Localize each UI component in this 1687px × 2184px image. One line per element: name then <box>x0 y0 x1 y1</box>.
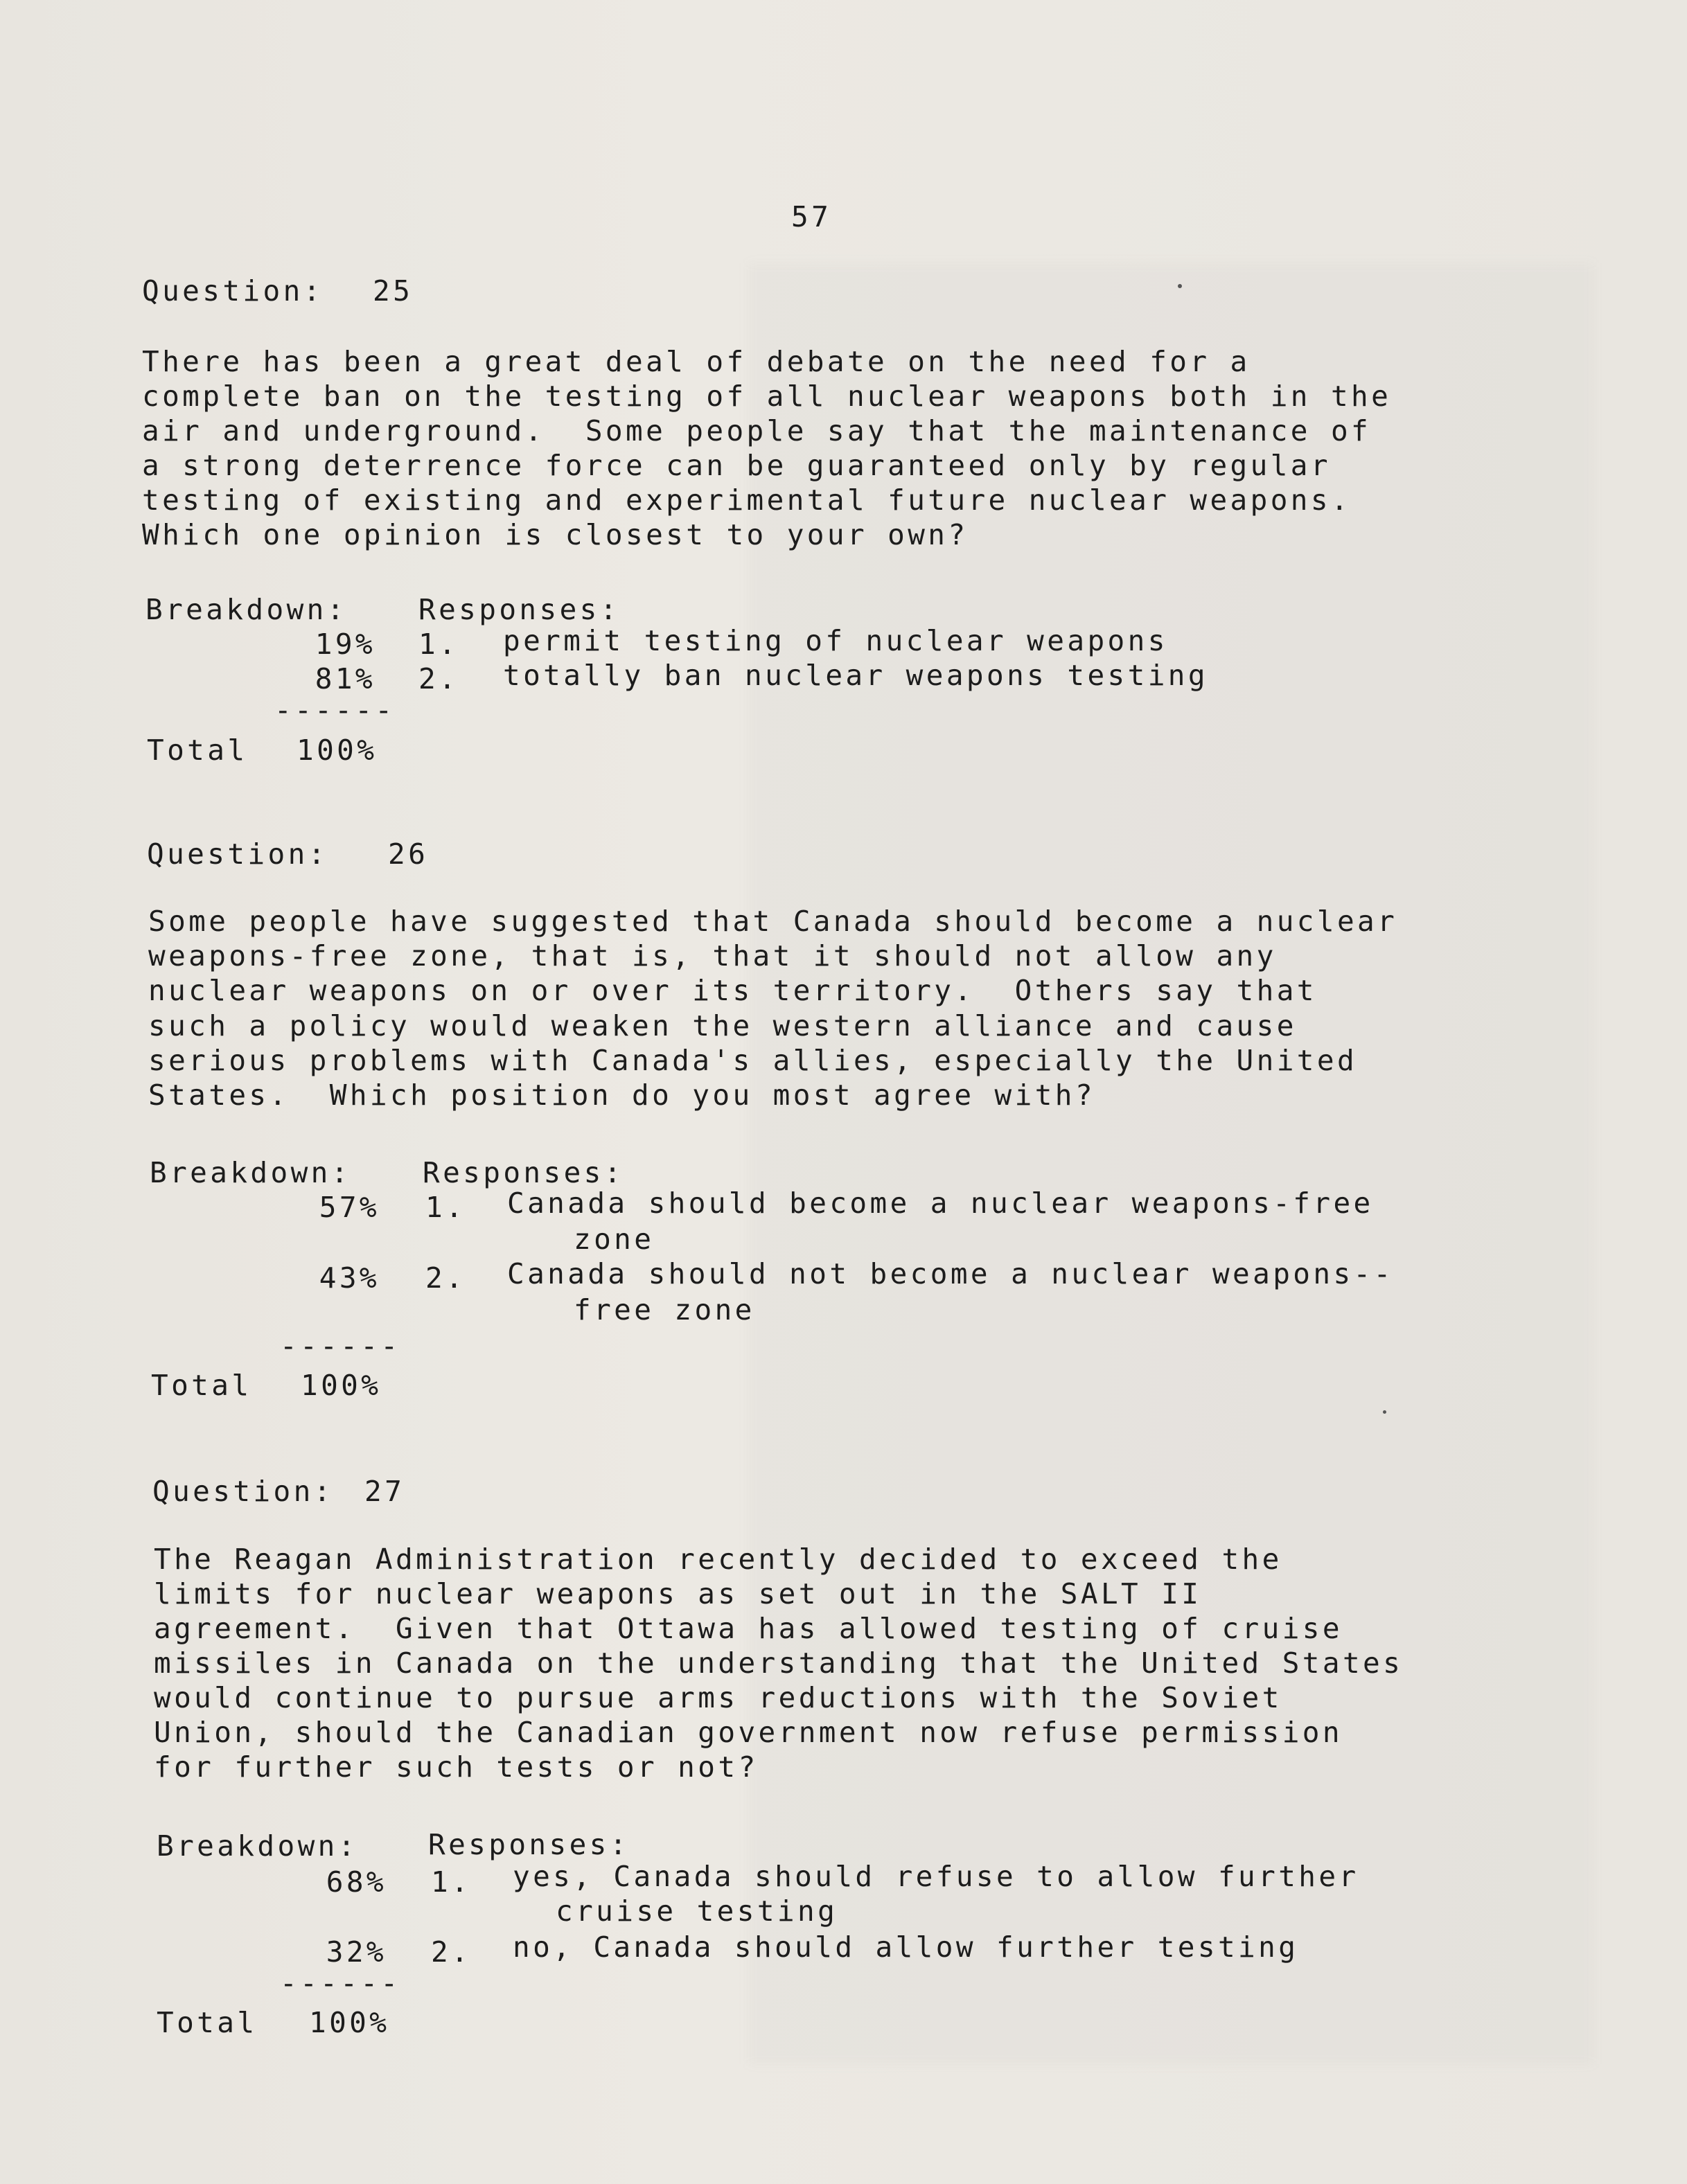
total-value: 100% <box>309 2006 390 2039</box>
response-text-continued: free zone <box>574 1293 755 1326</box>
response-text-continued: zone <box>574 1223 655 1256</box>
total-value: 100% <box>301 1369 382 1402</box>
response-percent: 19% <box>315 628 376 661</box>
question-number: 27 <box>364 1475 405 1508</box>
response-text: permit testing of nuclear weapons <box>503 624 1168 657</box>
response-number: 1. <box>425 1191 466 1224</box>
total-rule: ------ <box>280 1967 401 2000</box>
responses-label: Responses: <box>423 1156 624 1189</box>
question-text-line: missiles in Canada on the understanding that the United States <box>154 1646 1404 1680</box>
response-percent: 43% <box>319 1261 380 1295</box>
response-text: Canada should not become a nuclear weapons-- <box>507 1257 1394 1290</box>
response-text-continued: cruise testing <box>556 1894 838 1928</box>
question-text-line: weapons-free zone, that is, that it should not allow any <box>148 939 1277 973</box>
response-number: 1. <box>418 628 459 661</box>
question-number: 26 <box>388 837 429 871</box>
responses-label: Responses: <box>428 1828 630 1861</box>
question-text-line: nuclear weapons on or over its territory. Others say that <box>148 974 1317 1007</box>
ink-speck <box>1178 284 1182 288</box>
question-text-line: would continue to pursue arms reductions with the Soviet <box>154 1681 1282 1714</box>
question-text-line: Some people have suggested that Canada should become a nuclear <box>148 905 1398 938</box>
ink-speck <box>1383 1410 1386 1414</box>
question-text-line: complete ban on the testing of all nuclear weapons both in the <box>142 380 1392 413</box>
question-text-line: air and underground. Some people say that the maintenance of <box>142 414 1372 447</box>
question-text-line: There has been a great deal of debate on the need for a <box>142 345 1251 378</box>
question-number: 25 <box>373 274 414 308</box>
total-rule: ------ <box>280 1329 401 1362</box>
breakdown-label: Breakdown: <box>150 1156 351 1189</box>
question-text-line: limits for nuclear weapons as set out in the SALT II <box>154 1577 1202 1610</box>
total-rule: ------ <box>274 693 396 727</box>
response-number: 2. <box>431 1935 472 1969</box>
breakdown-label: Breakdown: <box>145 593 347 626</box>
question-text-line: testing of existing and experimental future nuclear weapons. <box>142 483 1352 517</box>
question-text-line: agreement. Given that Ottawa has allowed testing of cruise <box>154 1612 1343 1645</box>
question-label: Question: <box>152 1475 334 1508</box>
question-text-line: for further such tests or not? <box>154 1750 759 1784</box>
question-text-line: Union, should the Canadian government now refuse permission <box>154 1716 1343 1749</box>
response-text: yes, Canada should refuse to allow further <box>513 1860 1359 1893</box>
question-text-line: The Reagan Administration recently decided to exceed the <box>154 1543 1282 1576</box>
response-text: totally ban nuclear weapons testing <box>503 659 1208 692</box>
question-label: Question: <box>142 274 324 308</box>
question-text-line: Which one opinion is closest to your own? <box>142 518 969 551</box>
question-text-line: a strong deterrence force can be guaranteed only by regular <box>142 449 1331 482</box>
response-text: no, Canada should allow further testing <box>513 1930 1299 1964</box>
total-label: Total <box>147 734 248 767</box>
response-text: Canada should become a nuclear weapons-free <box>507 1187 1374 1220</box>
question-text-line: such a policy would weaken the western alliance and cause <box>148 1009 1297 1042</box>
total-label: Total <box>157 2006 258 2039</box>
response-number: 2. <box>418 662 459 695</box>
response-number: 1. <box>431 1865 472 1899</box>
question-text-line: serious problems with Canada's allies, especially the United <box>148 1044 1358 1077</box>
question-text-line: States. Which position do you most agree with? <box>148 1078 1095 1112</box>
response-percent: 57% <box>319 1191 380 1224</box>
response-percent: 68% <box>326 1865 387 1899</box>
response-percent: 81% <box>315 662 376 695</box>
question-label: Question: <box>147 837 328 871</box>
response-percent: 32% <box>326 1935 387 1969</box>
total-label: Total <box>151 1369 252 1402</box>
total-value: 100% <box>297 734 378 767</box>
page-number: 57 <box>791 200 832 233</box>
responses-label: Responses: <box>418 593 620 626</box>
response-number: 2. <box>425 1261 466 1295</box>
breakdown-label: Breakdown: <box>157 1829 358 1863</box>
